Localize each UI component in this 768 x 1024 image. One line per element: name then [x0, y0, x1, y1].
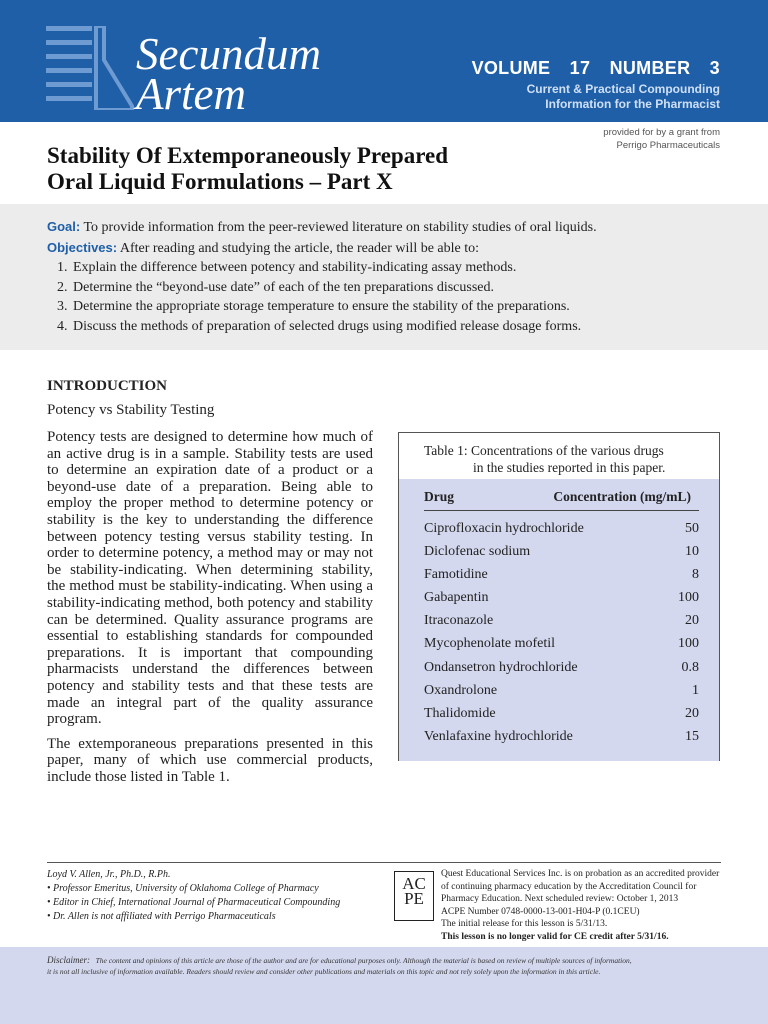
grant-note: provided for by a grant from Perrigo Pharmaceuticals — [603, 127, 720, 151]
drug-table — [399, 479, 719, 761]
flask-icon — [92, 26, 138, 110]
list-item: • Professor Emeritus, University of Oklahoma College of Pharmacy — [47, 883, 319, 894]
body-text — [47, 429, 373, 793]
table-row: Gabapentin 100 — [424, 590, 699, 606]
list-item: 3. Determine the appropriate storage temperature to ensure the stability of the preparations. — [57, 299, 570, 314]
list-item: 1. Explain the difference between potency and stability-indicating assay methods. — [57, 260, 517, 275]
table-row: Ondansetron hydrochloride 0.8 — [424, 659, 699, 675]
table-row: Diclofenac sodium 10 — [424, 544, 699, 560]
masthead-title: Secundum Artem — [136, 29, 321, 119]
goal-text: To provide information from the peer-reviewed literature on stability studies of oral liquids. — [83, 220, 597, 235]
table-caption: Table 1: Concentrations of the various drugs in the studies reported in this paper. — [399, 433, 719, 479]
list-item: 4. Discuss the methods of preparation of selected drugs using modified release dosage forms. — [57, 318, 582, 334]
table-header: Drug Concentration (mg/mL) — [424, 489, 699, 511]
accreditation-note: Quest Educational Services Inc. is on probation as an accredited provider of continuing pharmacy education by the Accreditation Council for Pharmacy Education. Next scheduled review: October 1, 2013 ACPE Number 0748-0000-13-001-H04-P (0.1CEU) The initial release for this lesson is 5/31/13. This lesson is no longer valid for CE credit after 5/31/16. — [441, 869, 720, 942]
section-subheading: Potency vs Stability Testing — [47, 402, 215, 418]
list-item: • Dr. Allen is not affiliated with Perrigo Pharmaceuticals — [47, 911, 276, 922]
list-item: 2. Determine the “beyond-use date” of each of the ten preparations discussed. — [57, 279, 494, 295]
acpe-logo: AC PE — [394, 871, 434, 921]
objectives-line — [47, 238, 768, 259]
author-info — [47, 868, 340, 924]
tagline: Current & Practical Compounding Information for the Pharmacist — [526, 82, 720, 111]
table-row: Thalidomide 20 — [424, 705, 699, 721]
section-heading: INTRODUCTION — [47, 378, 168, 394]
table-row: Ciprofloxacin hydrochloride 50 — [424, 521, 699, 536]
volume-number: VOLUME 17 NUMBER 3 — [471, 58, 720, 78]
list-item: • Editor in Chief, International Journal of Pharmaceutical Compounding — [47, 897, 341, 908]
logo-lines-icon — [46, 26, 92, 110]
objectives-list — [47, 258, 768, 336]
goals-section — [0, 204, 768, 350]
objectives-label: Objectives: — [47, 239, 118, 255]
table-row: Famotidine 8 — [424, 567, 699, 583]
goal-line — [47, 217, 768, 238]
paragraph: Potency tests are designed to determine how much of an active drug is in a sample. Stability tests are used to determine an expiration date of a product or a beyond-use date of a preparation. Being able to employ the proper method to determine potency or stability is the key to understanding the difference between potency testing versus stability testing. In order to determine potency, a method may or may not be stability-indicating. When determining stability, the method must be stability-indicating. When using a stability-indicating method, both potency and stability can be determined. Quality assurance programs are essential to establishing standards for compounded preparations. It is important that compounding pharmacists understand the differences between potency and stability tests and that these tests are made an integral part of the quality assurance program. — [47, 429, 373, 728]
masthead — [0, 0, 768, 122]
table-row: Mycophenolate mofetil 100 — [424, 636, 699, 652]
disclaimer-label: Disclaimer: — [47, 955, 90, 965]
goal-label: Goal: — [47, 219, 81, 234]
table-box — [398, 432, 720, 761]
author-name: Loyd V. Allen, Jr., Ph.D., R.Ph. — [47, 869, 171, 880]
article-title: Stability Of Extemporaneously Prepared Oral Liquid Formulations – Part X — [47, 143, 449, 194]
objectives-text: After reading and studying the article, the reader will be able to: — [119, 240, 480, 256]
disclaimer: Disclaimer: The content and opinions of this article are those of the author and are for educational purposes only. Although the material is based on review of multiple sources of information, it is not all inclusive of information available. Readers should review and consider other publications and materials on this topic and not rely solely upon the information in this article. — [0, 947, 768, 1024]
paragraph: The extemporaneous preparations presented in this paper, many of which use commercial products, include those listed in Table 1. — [47, 735, 373, 785]
table-row: Itraconazole 20 — [424, 613, 699, 629]
table-row: Oxandrolone 1 — [424, 682, 699, 698]
table-row: Venlafaxine hydrochloride 15 — [424, 728, 699, 744]
footer-divider — [47, 862, 721, 863]
